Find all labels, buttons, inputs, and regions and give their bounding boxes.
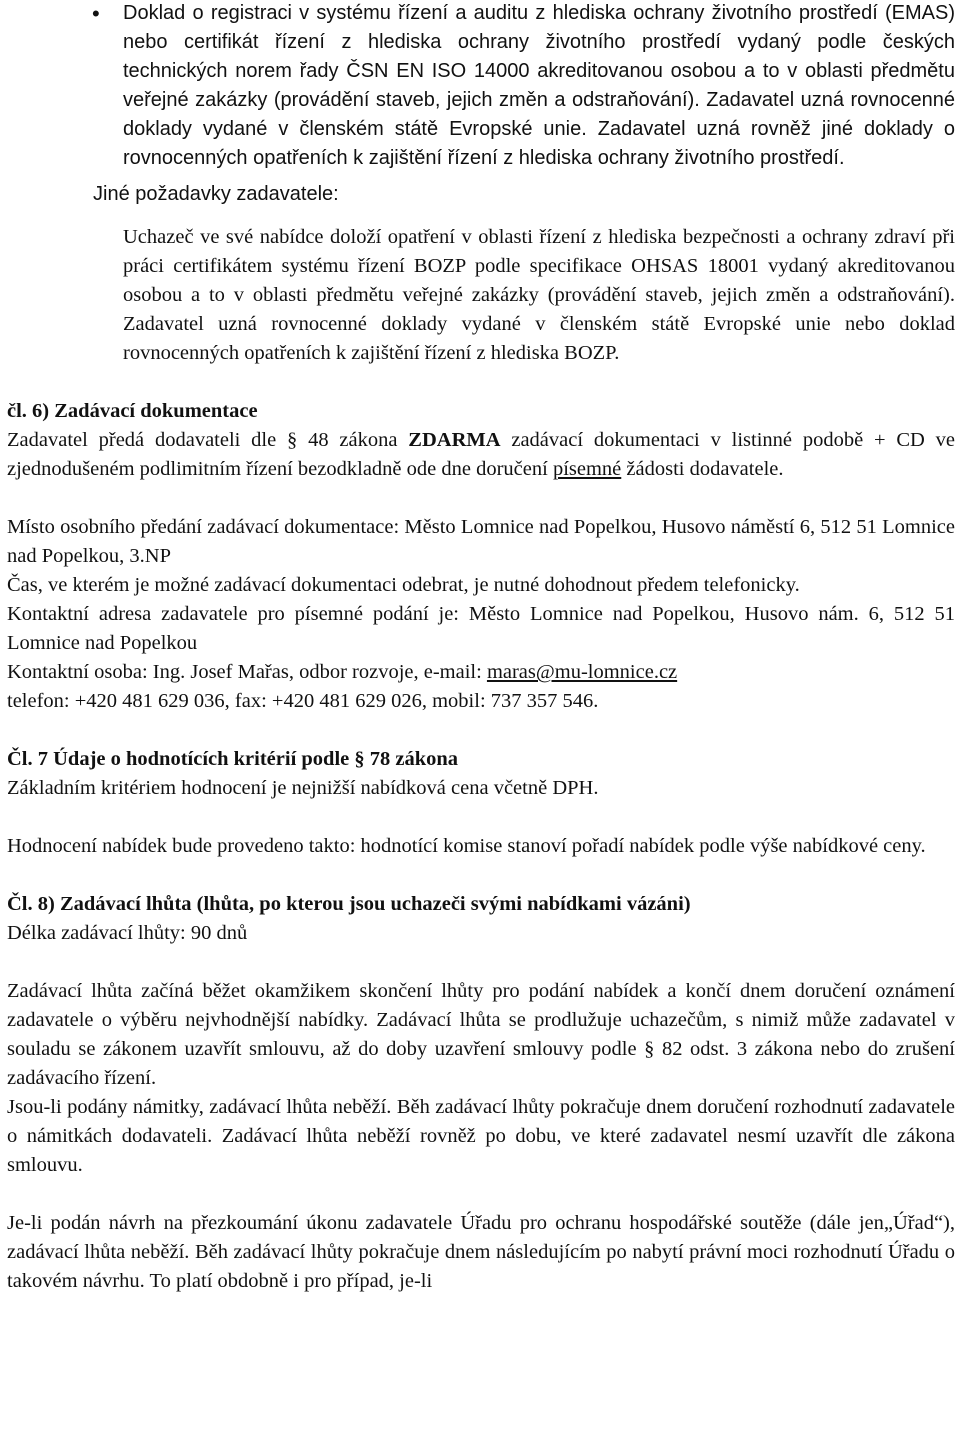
section-7-criterion: Základním kritériem hodnocení je nejnižší nabídková cena včetně DPH. [7, 777, 599, 799]
section-8-paragraph-1: Zadávací lhůta začíná běžet okamžikem skončení lhůty pro podání nabídek a končí dnem doručení oznámení zadavatele o výběru nejvhodnější nabídky. Zadávací lhůta se prodlužuje uchazečům, s nimiž může zadavatel v souladu se zákonem uzavřít smlouvu, až do doby uzavření smlouvy podle § 82 odst. 3 zákona nebo do zrušení zadávacího řízení. [7, 980, 955, 1089]
other-requirements-text: Uchazeč ve své nabídce doloží opatření v oblasti řízení z hlediska bezpečnosti a ochrany zdraví při práci certifikátem systému řízení BOZP podle specifikace OHSAS 18001 vydaný akreditovanou osobou a to v oblasti předmětu veřejné zakázky (provádění staveb, jejich změn a odstraňování). Zadavatel uzná rovnocenné doklady vydané v členském státě Evropské unie nebo doklad rovnocenných opatřeních k zajištění řízení z hlediska BOZP. [123, 226, 955, 364]
bullet-paragraph: Doklad o registraci v systému řízení a auditu z hlediska ochrany životního prostředí (EMAS) nebo certifikát řízení z hlediska ochrany životního prostředí vydaný podle českých technických norem řady ČSN EN ISO 14000 akreditovanou osobou a to v oblasti předmětu veřejné zakázky (provádění staveb, jejich změn a odstraňování). Zadavatel uzná rovnocenné doklady vydané v členském státě Evropské unie. Zadavatel uzná rovněž jiné doklady o rovnocenných opatřeních k zajištění řízení z hlediska ochrany životního prostředí. [123, 2, 955, 169]
other-requirements-label: Jiné požadavky zadavatele: [93, 183, 339, 205]
contact-phone: telefon: +420 481 629 036, fax: +420 481 629 026, mobil: 737 357 546. [7, 690, 599, 712]
email-link[interactable]: maras@mu-lomnice.cz [486, 661, 678, 683]
contact-person: Kontaktní osoba: Ing. Josef Mařas, odbor rozvoje, e-mail: maras@mu-lomnice.cz [7, 661, 678, 683]
section-7-evaluation: Hodnocení nabídek bude provedeno takto: hodnotící komise stanoví pořadí nabídek podle výše nabídkové ceny. [7, 835, 926, 857]
section-6-paragraph: Zadavatel předá dodavateli dle § 48 zákona ZDARMA zadávací dokumentaci v listinné podobě + CD ve zjednodušeném podlimitním řízení bezodkladně ode dne doručení písemné žádosti dodavatele. [7, 429, 956, 480]
section-7-heading: Čl. 7 Údaje o hodnotících kritérií podle § 78 zákona [7, 748, 459, 770]
section-8-paragraph-3: Je-li podán návrh na přezkoumání úkonu zadavatele Úřadu pro ochranu hospodářské soutěže (dále jen„Úřad“), zadávací lhůta neběží. Běh zadávací lhůty pokračuje dnem následujícím po nabytí právní moci rozhodnutí Úřadu o takovém návrhu. To platí obdobně i pro případ, je-li [7, 1212, 955, 1292]
handover-time: Čas, ve kterém je možné zadávací dokumentaci odebrat, je nutné dohodnout předem telefonicky. [7, 574, 800, 596]
handover-place: Místo osobního předání zadávací dokumentace: Město Lomnice nad Popelkou, Husovo náměstí 6, 512 51 Lomnice nad Popelkou, 3.NP [7, 516, 955, 567]
section-8-length: Délka zadávací lhůty: 90 dnů [7, 922, 248, 944]
bullet-marker: • [92, 1, 100, 26]
bullet-item-emas [92, 0, 955, 173]
section-6-heading: čl. 6) Zadávací dokumentace [7, 400, 258, 422]
contact-address: Kontaktní adresa zadavatele pro písemné podání je: Město Lomnice nad Popelkou, Husovo nám. 6, 512 51 Lomnice nad Popelkou [7, 603, 955, 654]
section-8-heading: Čl. 8) Zadávací lhůta (lhůta, po kterou jsou uchazeči svými nabídkami vázáni) [7, 893, 691, 915]
section-8-paragraph-2: Jsou-li podány námitky, zadávací lhůta neběží. Běh zadávací lhůty pokračuje dnem doručení rozhodnutí zadavatele o námitkách dodavateli. Zadávací lhůta neběží rovněž po dobu, ve které zadavatel nesmí uzavřít dle zákona smlouvu. [7, 1096, 955, 1176]
